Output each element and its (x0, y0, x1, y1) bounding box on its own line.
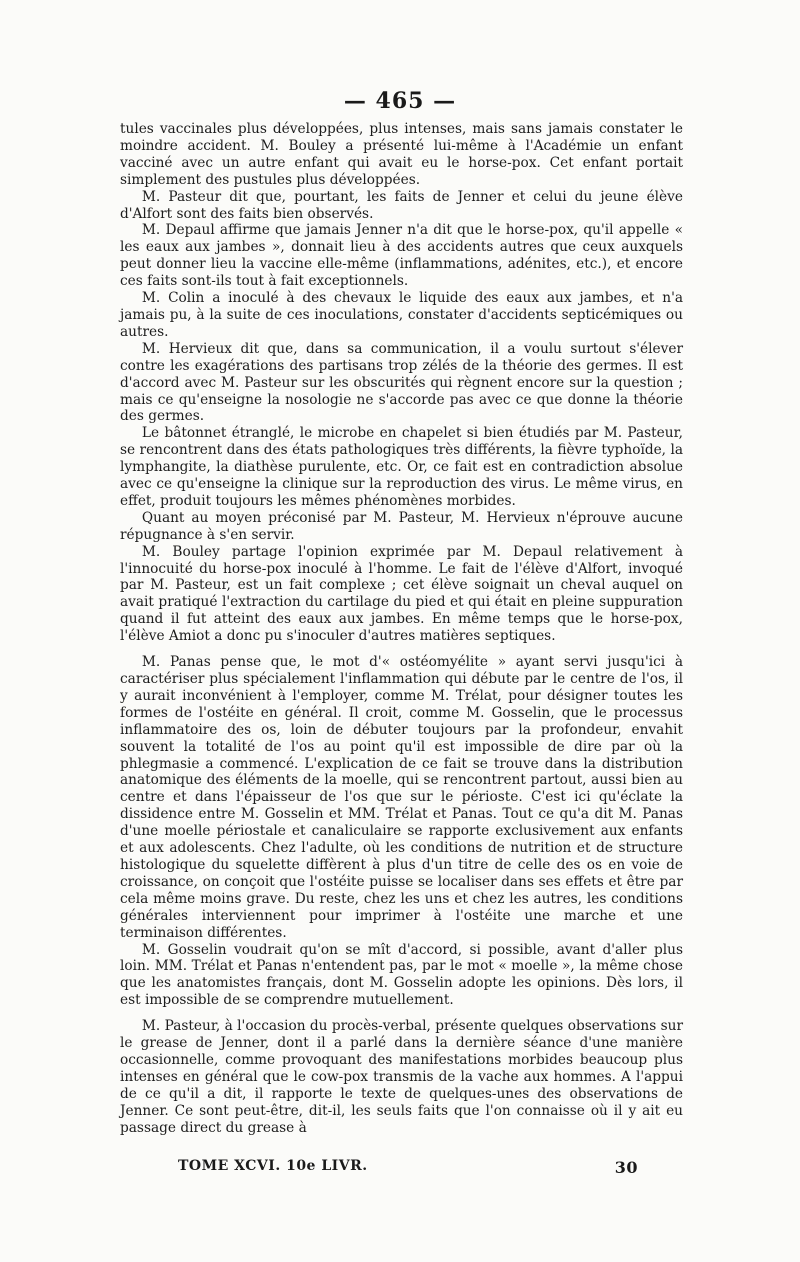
signature-mark: TOME XCVI. 10e LIVR. (178, 1158, 368, 1174)
sheet-number: 30 (614, 1158, 638, 1177)
paragraph-batonnet: Le bâtonnet étranglé, le microbe en chapelet si bien étudiés par M. Pasteur, se rencontrent dans des états pathologiques très différents, la fièvre typhoïde, la lymphangite, la diathèse purulente, etc. Or, ce fait est en contradiction absolue avec ce qu'enseigne la clinique sur la reproduction des virus. Le même virus, en effet, produit toujours les mêmes phénomènes morbides. (120, 425, 683, 509)
page-number-header: — 465 — (343, 88, 457, 114)
paragraph-bouley: M. Bouley partage l'opinion exprimée par M. Depaul relativement à l'innocuité du horse-pox inoculé à l'homme. Le fait de l'élève d'Alfort, invoqué par M. Pasteur, est un fait complexe ; cet élève soignait un cheval auquel on avait pratiqué l'extraction du cartilage du pied et qui était en pleine suppuration quand il fut atteint des eaux aux jambes. En même temps que le horse-pox, l'élève Amiot a donc pu s'inoculer d'autres matières septiques. (120, 543, 683, 645)
paragraph-panas: M. Panas pense que, le mot d'« ostéomyélite » ayant servi jusqu'ici à caractériser plus spécialement l'inflammation qui débute par le centre de l'os, il y aurait inconvénient à l'employer, comme M. Trélat, pour désigner toutes les formes de l'ostéite en général. Il croit, comme M. Gosselin, que le processus inflammatoire des os, loin de débuter toujours par la profondeur, envahit souvent la totalité de l'os au point qu'il est impossible de dire par où la phlegmasie a commencé. L'explication de ce fait se trouve dans la distribution anatomique des éléments de la moelle, qui se rencontrent partout, aussi bien au centre et dans l'épaisseur de l'os que sur le périoste. C'est ici qu'éclate la dissidence entre M. Gosselin et MM. Trélat et Panas. Tout ce qu'a dit M. Panas d'une moelle périostale et canaliculaire se rapporte exclusivement aux enfants et aux adolescents. Chez l'adulte, où les conditions de nutrition et de structure histologique du squelette diffèrent à plus d'un titre de celle des os en voie de croissance, on conçoit que l'ostéite puisse se localiser dans ses effets et être par cela même moins grave. Du reste, chez les uns et chez les autres, les conditions générales interviennent pour imprimer à l'ostéite une marche et une terminaison différentes. (120, 654, 683, 941)
paragraph-colin: M. Colin a inoculé à des chevaux le liquide des eaux aux jambes, et n'a jamais pu, à la suite de ces inoculations, constater d'accidents septicémiques ou autres. (120, 290, 683, 340)
body-text (120, 121, 683, 1136)
paragraph-depaul: M. Depaul affirme que jamais Jenner n'a dit que le horse-pox, qu'il appelle « les eaux aux jambes », donnait lieu à des accidents autres que ceux auxquels peut donner lieu la vaccine elle-même (inflammations, adénites, etc.), et encore ces faits sont-ils tout à fait exceptionnels. (120, 222, 683, 290)
paragraph-gosselin: M. Gosselin voudrait qu'on se mît d'accord, si possible, avant d'aller plus loin. MM. Trélat et Panas n'entendent pas, par le mot « moelle », la même chose que les anatomistes français, dont M. Gosselin adopte les opinions. Dès lors, il est impossible de se comprendre mutuellement. (120, 941, 683, 1009)
paragraph-moyen: Quant au moyen préconisé par M. Pasteur, M. Hervieux n'éprouve aucune répugnance à s'en servir. (120, 509, 683, 543)
paragraph-pasteur-grease: M. Pasteur, à l'occasion du procès-verbal, présente quelques observations sur le grease de Jenner, dont il a parlé dans la dernière séance d'une manière occasionnelle, comme provoquant des manifestations morbides beaucoup plus intenses en général que le cow-pox transmis de la vache aux hommes. A l'appui de ce qu'il a dit, il rapporte le texte de quelques-unes des observations de Jenner. Ce sont peut-être, dit-il, les seuls faits que l'on connaisse où il y ait eu passage direct du grease à (120, 1018, 683, 1136)
paragraph-continuation: tules vaccinales plus développées, plus intenses, mais sans jamais constater le moindre accident. M. Bouley a présenté lui-même à l'Académie un enfant vacciné avec un autre enfant qui avait eu le horse-pox. Cet enfant portait simplement des pustules plus développées. (120, 121, 683, 188)
paragraph-pasteur-reply: M. Pasteur dit que, pourtant, les faits de Jenner et celui du jeune élève d'Alfort sont des faits bien observés. (120, 188, 683, 222)
paragraph-hervieux: M. Hervieux dit que, dans sa communication, il a voulu surtout s'élever contre les exagérations des partisans trop zélés de la théorie des germes. Il est d'accord avec M. Pasteur sur les obscurités qui règnent encore sur la question ; mais ce qu'enseigne la nosologie ne s'accorde pas avec ce que donne la théorie des germes. (120, 340, 683, 425)
